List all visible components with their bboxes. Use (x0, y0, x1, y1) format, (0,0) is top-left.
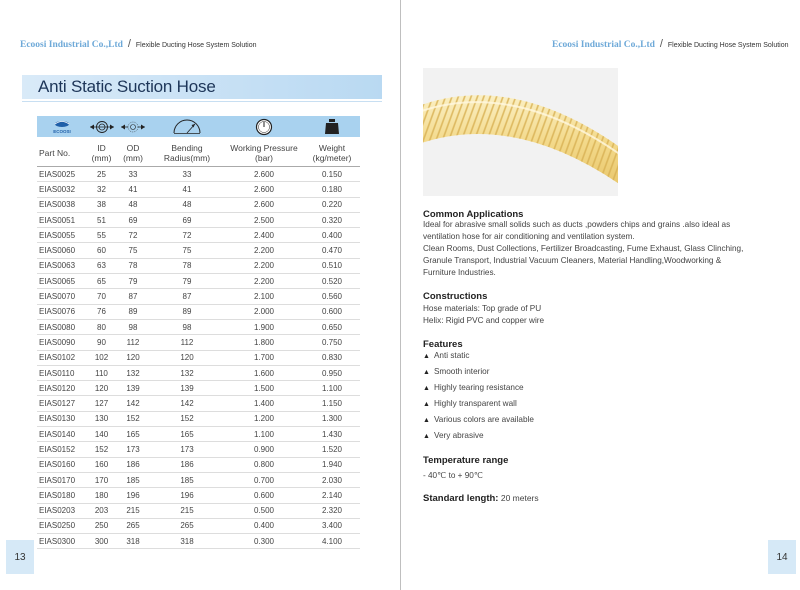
id-cell: 300 (87, 534, 116, 549)
table-row (37, 304, 360, 319)
construction-line: Helix: Rigid PVC and copper wire (423, 316, 545, 325)
pressure-cell: 1.100 (224, 427, 304, 442)
table-row (37, 381, 360, 396)
od-cell: 89 (116, 304, 150, 319)
id-cell: 102 (87, 350, 116, 365)
od-cell: 120 (116, 350, 150, 365)
standard-length (423, 493, 539, 504)
weight-cell: 1.300 (304, 411, 360, 426)
feature-item: ▲ Very abrasive (423, 431, 484, 440)
applications-line: ventilation hose for air conditioning and ventilation system. (423, 232, 635, 241)
pressure-cell: 1.500 (224, 381, 304, 396)
bending-radius-icon (150, 116, 224, 137)
table-row (37, 534, 360, 549)
table-row (37, 197, 360, 212)
weight-cell: 0.950 (304, 365, 360, 380)
id-cell: 63 (87, 258, 116, 273)
part-no-cell: EIAS0120 (37, 381, 87, 396)
part-no-cell: EIAS0076 (37, 304, 87, 319)
table-row (37, 335, 360, 350)
id-cell: 110 (87, 365, 116, 380)
table-row (37, 503, 360, 518)
header-subtitle: Flexible Ducting Hose System Solution (135, 42, 257, 49)
pressure-cell: 0.300 (224, 534, 304, 549)
weight-cell: 1.940 (304, 457, 360, 472)
part-no-cell: EIAS0203 (37, 503, 87, 518)
table-row (37, 365, 360, 380)
bending-radius-cell: 132 (150, 365, 224, 380)
part-no-cell: EIAS0032 (37, 182, 87, 197)
part-no-cell: EIAS0130 (37, 411, 87, 426)
part-no-cell: EIAS0025 (37, 167, 87, 182)
id-cell: 203 (87, 503, 116, 518)
temperature-value: - 40℃ to + 90℃ (423, 471, 484, 480)
applications-line: Furniture Industries. (423, 268, 496, 277)
col-id: ID (mm) (87, 139, 116, 167)
triangle-bullet-icon: ▲ (423, 353, 430, 360)
pressure-cell: 2.600 (224, 197, 304, 212)
weight-cell: 0.400 (304, 228, 360, 243)
pressure-cell: 0.800 (224, 457, 304, 472)
pressure-cell: 2.200 (224, 258, 304, 273)
bending-radius-cell: 173 (150, 442, 224, 457)
part-no-cell: EIAS0180 (37, 488, 87, 503)
id-cell: 65 (87, 274, 116, 289)
id-cell: 55 (87, 228, 116, 243)
part-no-cell: EIAS0250 (37, 518, 87, 533)
part-no-cell: EIAS0160 (37, 457, 87, 472)
od-cell: 139 (116, 381, 150, 396)
title-underline (22, 101, 382, 102)
header-subtitle: Flexible Ducting Hose System Solution (667, 42, 789, 49)
weight-cell: 2.320 (304, 503, 360, 518)
bending-radius-cell: 75 (150, 243, 224, 258)
company-name: Ecoosi Industrial Co.,Ltd (552, 40, 655, 50)
od-cell: 79 (116, 274, 150, 289)
od-cell: 75 (116, 243, 150, 258)
part-no-cell: EIAS0051 (37, 212, 87, 227)
construction-line: Hose materials: Top grade of PU (423, 304, 542, 313)
spec-table (37, 139, 360, 549)
pressure-cell: 2.100 (224, 289, 304, 304)
pressure-cell: 1.600 (224, 365, 304, 380)
id-cell: 38 (87, 197, 116, 212)
weight-cell: 1.100 (304, 381, 360, 396)
part-no-cell: EIAS0152 (37, 442, 87, 457)
inner-diameter-icon (87, 116, 116, 137)
od-cell: 215 (116, 503, 150, 518)
od-cell: 48 (116, 197, 150, 212)
constructions-title: Constructions (423, 291, 488, 302)
standard-length-label: Standard length: (423, 493, 499, 504)
pressure-cell: 2.500 (224, 212, 304, 227)
part-no-cell: EIAS0127 (37, 396, 87, 411)
bending-radius-cell: 265 (150, 518, 224, 533)
triangle-bullet-icon: ▲ (423, 385, 430, 392)
part-no-cell: EIAS0110 (37, 365, 87, 380)
table-row (37, 319, 360, 334)
pressure-cell: 1.900 (224, 319, 304, 334)
id-cell: 152 (87, 442, 116, 457)
part-no-cell: EIAS0102 (37, 350, 87, 365)
pressure-cell: 1.400 (224, 396, 304, 411)
part-no-cell: EIAS0055 (37, 228, 87, 243)
pressure-cell: 2.000 (224, 304, 304, 319)
bending-radius-cell: 78 (150, 258, 224, 273)
features-title: Features (423, 339, 463, 350)
id-cell: 25 (87, 167, 116, 182)
od-cell: 196 (116, 488, 150, 503)
feature-item: ▲ Various colors are available (423, 415, 534, 424)
weight-cell: 1.150 (304, 396, 360, 411)
id-cell: 130 (87, 411, 116, 426)
od-cell: 185 (116, 472, 150, 487)
part-no-cell: EIAS0170 (37, 472, 87, 487)
od-cell: 265 (116, 518, 150, 533)
bending-radius-cell: 185 (150, 472, 224, 487)
applications-line: Granule Transport, Industrial Vacuum Cleaners, Material Handling,Woodworking & (423, 256, 722, 265)
company-name: Ecoosi Industrial Co.,Ltd (20, 40, 123, 50)
weight-cell: 0.830 (304, 350, 360, 365)
hose-product-photo (423, 68, 618, 196)
id-cell: 250 (87, 518, 116, 533)
table-row (37, 442, 360, 457)
bending-radius-cell: 98 (150, 319, 224, 334)
common-applications-title: Common Applications (423, 209, 524, 220)
bending-radius-cell: 165 (150, 427, 224, 442)
triangle-bullet-icon: ▲ (423, 417, 430, 424)
part-no-cell: EIAS0038 (37, 197, 87, 212)
bending-radius-cell: 120 (150, 350, 224, 365)
id-cell: 160 (87, 457, 116, 472)
bending-radius-cell: 79 (150, 274, 224, 289)
table-row (37, 396, 360, 411)
bending-radius-cell: 139 (150, 381, 224, 396)
right-page (401, 0, 800, 590)
common-applications-text (423, 219, 743, 279)
part-no-cell: EIAS0063 (37, 258, 87, 273)
triangle-bullet-icon: ▲ (423, 401, 430, 408)
id-cell: 180 (87, 488, 116, 503)
od-cell: 142 (116, 396, 150, 411)
col-working-pressure: Working Pressure (bar) (224, 139, 304, 167)
od-cell: 69 (116, 212, 150, 227)
pressure-cell: 2.200 (224, 274, 304, 289)
feature-item: ▲ Highly transparent wall (423, 399, 517, 408)
pressure-cell: 1.800 (224, 335, 304, 350)
page-header-right (552, 38, 789, 50)
od-cell: 87 (116, 289, 150, 304)
od-cell: 112 (116, 335, 150, 350)
weight-cell: 0.650 (304, 319, 360, 334)
pressure-cell: 0.400 (224, 518, 304, 533)
table-row (37, 182, 360, 197)
table-row (37, 427, 360, 442)
id-cell: 32 (87, 182, 116, 197)
standard-length-value: 20 meters (498, 493, 539, 503)
table-row (37, 289, 360, 304)
od-cell: 186 (116, 457, 150, 472)
weight-cell: 3.400 (304, 518, 360, 533)
part-no-cell: EIAS0300 (37, 534, 87, 549)
id-cell: 70 (87, 289, 116, 304)
pressure-cell: 2.400 (224, 228, 304, 243)
od-cell: 132 (116, 365, 150, 380)
spec-icon-row (37, 116, 360, 137)
pressure-cell: 1.200 (224, 411, 304, 426)
weight-cell: 0.510 (304, 258, 360, 273)
weight-cell: 4.100 (304, 534, 360, 549)
pressure-cell: 2.600 (224, 182, 304, 197)
table-row (37, 243, 360, 258)
header-separator: / (127, 38, 131, 50)
product-title: Anti Static Suction Hose (38, 77, 216, 96)
table-row (37, 457, 360, 472)
table-row (37, 488, 360, 503)
bending-radius-cell: 33 (150, 167, 224, 182)
spec-table-body (37, 167, 360, 549)
weight-cell: 0.520 (304, 274, 360, 289)
table-row (37, 228, 360, 243)
pressure-cell: 0.600 (224, 488, 304, 503)
pressure-gauge-icon (224, 116, 304, 137)
weight-cell: 0.470 (304, 243, 360, 258)
weight-cell: 2.030 (304, 472, 360, 487)
table-row (37, 518, 360, 533)
feature-item: ▲ Highly tearing resistance (423, 383, 524, 392)
part-no-cell: EIAS0080 (37, 319, 87, 334)
col-part-no: Part No. (37, 139, 87, 167)
id-cell: 51 (87, 212, 116, 227)
weight-cell: 0.600 (304, 304, 360, 319)
bending-radius-cell: 318 (150, 534, 224, 549)
part-no-cell: EIAS0060 (37, 243, 87, 258)
pressure-cell: 0.500 (224, 503, 304, 518)
bending-radius-cell: 152 (150, 411, 224, 426)
pressure-cell: 0.700 (224, 472, 304, 487)
table-row (37, 258, 360, 273)
od-cell: 41 (116, 182, 150, 197)
weight-cell: 2.140 (304, 488, 360, 503)
table-row (37, 212, 360, 227)
id-cell: 140 (87, 427, 116, 442)
weight-cell: 0.320 (304, 212, 360, 227)
bending-radius-cell: 69 (150, 212, 224, 227)
bending-radius-cell: 48 (150, 197, 224, 212)
col-od: OD (mm) (116, 139, 150, 167)
id-cell: 76 (87, 304, 116, 319)
temperature-title: Temperature range (423, 455, 509, 466)
pressure-cell: 2.600 (224, 167, 304, 182)
feature-item: ▲ Anti static (423, 351, 470, 360)
part-no-cell: EIAS0065 (37, 274, 87, 289)
constructions-text (423, 303, 544, 327)
bending-radius-cell: 112 (150, 335, 224, 350)
pressure-cell: 0.900 (224, 442, 304, 457)
od-cell: 173 (116, 442, 150, 457)
id-cell: 60 (87, 243, 116, 258)
id-cell: 90 (87, 335, 116, 350)
bending-radius-cell: 196 (150, 488, 224, 503)
od-cell: 165 (116, 427, 150, 442)
part-no-cell: EIAS0070 (37, 289, 87, 304)
id-cell: 80 (87, 319, 116, 334)
pressure-cell: 1.700 (224, 350, 304, 365)
logo-text: ECOOSI (53, 128, 71, 134)
bending-radius-cell: 41 (150, 182, 224, 197)
bending-radius-cell: 186 (150, 457, 224, 472)
bending-radius-cell: 72 (150, 228, 224, 243)
applications-line: Ideal for abrasive small solids such as ducts ,powders chips and grains .also ideal as (423, 220, 731, 229)
weight-cell: 0.750 (304, 335, 360, 350)
outer-diameter-icon (116, 116, 150, 137)
col-weight: Weight (kg/meter) (304, 139, 360, 167)
col-bending-radius: Bending Radius(mm) (150, 139, 224, 167)
id-cell: 170 (87, 472, 116, 487)
triangle-bullet-icon: ▲ (423, 433, 430, 440)
page-number-left: 13 (6, 540, 34, 574)
part-no-cell: EIAS0140 (37, 427, 87, 442)
weight-cell: 0.180 (304, 182, 360, 197)
weight-cell: 0.560 (304, 289, 360, 304)
bending-radius-cell: 87 (150, 289, 224, 304)
weight-cell: 1.520 (304, 442, 360, 457)
applications-line: Clean Rooms, Dust Collections, Fertilizer Broadcasting, Fume Exhaust, Glass Clinching, (423, 244, 744, 253)
id-cell: 120 (87, 381, 116, 396)
od-cell: 98 (116, 319, 150, 334)
weight-cell: 1.430 (304, 427, 360, 442)
product-title-bar (22, 75, 382, 99)
id-cell: 127 (87, 396, 116, 411)
weight-icon (304, 116, 360, 137)
header-separator: / (659, 38, 663, 50)
table-row (37, 350, 360, 365)
table-header-row (37, 139, 360, 167)
part-no-cell: EIAS0090 (37, 335, 87, 350)
weight-cell: 0.150 (304, 167, 360, 182)
weight-cell: 0.220 (304, 197, 360, 212)
page-header (20, 38, 257, 50)
feature-item: ▲ Smooth interior (423, 367, 490, 376)
bending-radius-cell: 215 (150, 503, 224, 518)
od-cell: 72 (116, 228, 150, 243)
ecoosi-logo-icon (37, 116, 87, 137)
od-cell: 78 (116, 258, 150, 273)
od-cell: 33 (116, 167, 150, 182)
bending-radius-cell: 89 (150, 304, 224, 319)
od-cell: 152 (116, 411, 150, 426)
table-row (37, 472, 360, 487)
od-cell: 318 (116, 534, 150, 549)
bending-radius-cell: 142 (150, 396, 224, 411)
table-row (37, 411, 360, 426)
table-row (37, 167, 360, 182)
table-row (37, 274, 360, 289)
page-number-right: 14 (768, 540, 796, 574)
pressure-cell: 2.200 (224, 243, 304, 258)
triangle-bullet-icon: ▲ (423, 369, 430, 376)
